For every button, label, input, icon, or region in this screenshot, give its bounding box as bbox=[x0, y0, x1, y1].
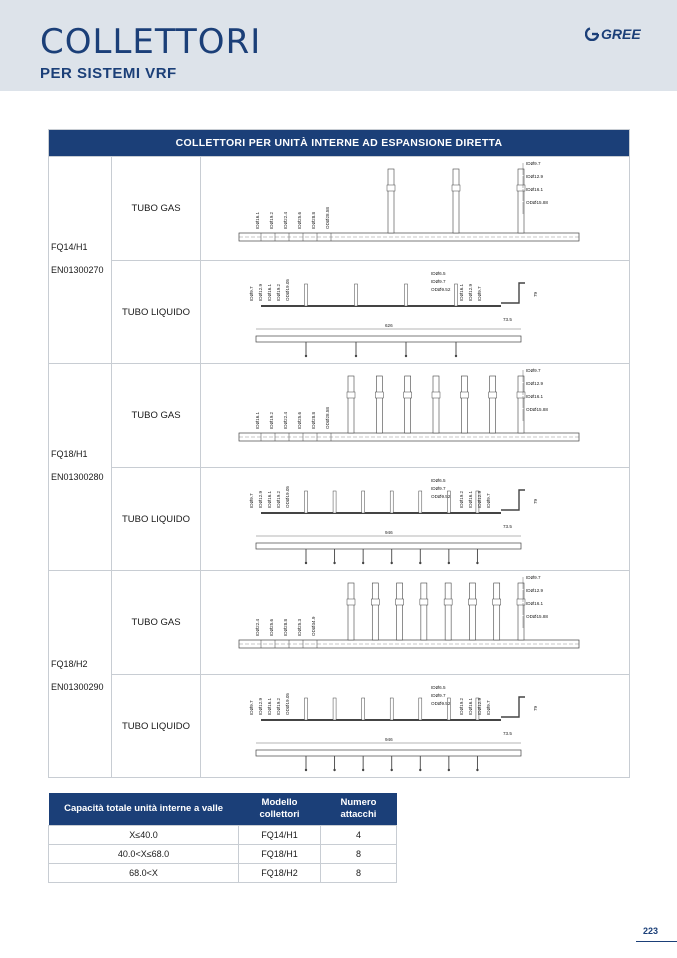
diameter-label: IDØ16.1 bbox=[267, 490, 272, 508]
branch-pipe bbox=[362, 698, 365, 720]
diameter-label: IDØ19.2 bbox=[459, 697, 464, 715]
branch-reducer bbox=[347, 392, 355, 398]
branch-reducer bbox=[452, 185, 460, 191]
callout-label: IDØ9.7 bbox=[431, 693, 446, 698]
branch-pipe bbox=[453, 169, 459, 233]
model-cell: FQ18/H2 bbox=[239, 864, 321, 883]
offset-dimension: 73.5 bbox=[503, 317, 512, 322]
diameter-label: ODØ19.05 bbox=[285, 486, 290, 508]
front-branch-end bbox=[391, 562, 393, 564]
diameter-label: IDØ22.4 bbox=[283, 411, 288, 429]
callout-label: IDØ12.9 bbox=[526, 381, 544, 386]
diameter-label: IDØ9.7 bbox=[249, 286, 254, 301]
table-row bbox=[49, 845, 397, 864]
diameter-label: IDØ22.4 bbox=[283, 211, 288, 229]
callout-label: IDØ16.1 bbox=[526, 394, 544, 399]
callout-label: ODØ15.88 bbox=[526, 407, 548, 412]
offset-dimension: 73.5 bbox=[503, 524, 512, 529]
branch-reducer bbox=[387, 185, 395, 191]
branch-reducer bbox=[468, 599, 476, 605]
callout-label: IDØ12.9 bbox=[526, 588, 544, 593]
connections-cell: 8 bbox=[320, 845, 396, 864]
capacity-cell: X≤40.0 bbox=[49, 826, 239, 845]
model-name: FQ18/H1 bbox=[51, 449, 88, 459]
diameter-label: IDØ12.9 bbox=[258, 490, 263, 508]
front-branch-end bbox=[333, 562, 335, 564]
diameter-label: IDØ19.2 bbox=[276, 490, 281, 508]
diameter-label: IDØ19.2 bbox=[459, 490, 464, 508]
branch-reducer bbox=[517, 185, 525, 191]
model-cell: FQ18/H1 bbox=[239, 845, 321, 864]
header-connections: Numero attacchi bbox=[320, 793, 396, 826]
branch-reducer bbox=[371, 599, 379, 605]
gas-manifold-drawing bbox=[201, 364, 629, 467]
model-code: EN01300280 bbox=[51, 472, 104, 482]
table-row bbox=[49, 864, 397, 883]
diameter-label: IDØ16.1 bbox=[255, 211, 260, 229]
model-cell bbox=[49, 571, 112, 777]
front-branch-end bbox=[419, 562, 421, 564]
gas-pipe-row bbox=[112, 364, 629, 467]
header-capacity: Capacità totale unità interne a valle bbox=[49, 793, 239, 826]
liquid-pipe-row bbox=[112, 260, 629, 363]
manifold-group bbox=[49, 570, 629, 777]
header-model: Modello collettori bbox=[239, 793, 321, 826]
branch-pipe bbox=[405, 376, 411, 433]
diameter-label: IDØ16.1 bbox=[267, 697, 272, 715]
branch-pipe bbox=[305, 491, 308, 513]
diameter-label: IDØ28.8 bbox=[311, 211, 316, 229]
height-dimension: 79 bbox=[533, 291, 538, 297]
offset-dimension: 73.5 bbox=[503, 731, 512, 736]
branch-pipe bbox=[333, 698, 336, 720]
front-branch-end bbox=[455, 355, 457, 357]
height-dimension: 79 bbox=[533, 705, 538, 711]
branch-pipe bbox=[461, 376, 467, 433]
gas-manifold-drawing bbox=[201, 571, 629, 674]
branch-reducer bbox=[517, 599, 525, 605]
liquid-manifold-drawing bbox=[201, 675, 629, 777]
capacity-cell: 40.0<X≤68.0 bbox=[49, 845, 239, 864]
gree-swirl-icon bbox=[585, 27, 599, 41]
callout-label: IDØ9.7 bbox=[526, 575, 541, 580]
liquid-manifold-drawing bbox=[201, 468, 629, 570]
diameter-label: IDØ19.2 bbox=[276, 283, 281, 301]
branch-pipe bbox=[372, 583, 378, 640]
manifold-group bbox=[49, 363, 629, 570]
front-branch-end bbox=[333, 769, 335, 771]
diameter-label: IDØ22.4 bbox=[255, 618, 260, 636]
diameter-label: IDØ16.1 bbox=[459, 283, 464, 301]
diameter-label: IDØ16.1 bbox=[468, 697, 473, 715]
branch-pipe bbox=[419, 491, 422, 513]
page-header bbox=[0, 0, 677, 91]
length-dimension: 946 bbox=[385, 737, 393, 742]
branch-reducer bbox=[375, 392, 383, 398]
callout-label: IDØ12.9 bbox=[526, 174, 544, 179]
branch-reducer bbox=[420, 599, 428, 605]
pipe-type-label: TUBO LIQUIDO bbox=[112, 261, 201, 363]
diameter-label: IDØ25.6 bbox=[297, 211, 302, 229]
callout-label: IDØ16.1 bbox=[526, 601, 544, 606]
callout-label: IDØ9.7 bbox=[431, 486, 446, 491]
model-cell bbox=[49, 157, 112, 363]
model-code: EN01300290 bbox=[51, 682, 104, 692]
gas-manifold-drawing bbox=[201, 157, 629, 260]
page-subtitle: PER SISTEMI VRF bbox=[40, 65, 177, 82]
page-number: 223 bbox=[643, 926, 659, 936]
front-pipe bbox=[256, 336, 521, 342]
branch-pipe bbox=[490, 376, 496, 433]
callout-label: IDØ6.5 bbox=[431, 478, 446, 483]
callout-label: IDØ6.5 bbox=[431, 685, 446, 690]
diameter-label: IDØ25.6 bbox=[269, 618, 274, 636]
branch-pipe bbox=[433, 376, 439, 433]
diameter-label: IDØ9.7 bbox=[249, 493, 254, 508]
front-branch-end bbox=[391, 769, 393, 771]
page-number-rule bbox=[636, 941, 677, 942]
diameter-label: IDØ9.7 bbox=[477, 286, 482, 301]
branch-pipe bbox=[421, 583, 427, 640]
table-row bbox=[49, 826, 397, 845]
length-dimension: 946 bbox=[385, 530, 393, 535]
diameter-label: IDØ28.8 bbox=[311, 411, 316, 429]
capacity-table bbox=[48, 793, 397, 883]
diameter-label: IDØ12.9 bbox=[468, 283, 473, 301]
branch-reducer bbox=[460, 392, 468, 398]
callout-label: IDØ9.7 bbox=[526, 161, 541, 166]
branch-reducer bbox=[347, 599, 355, 605]
callout-label: ODØ9.52 bbox=[431, 701, 451, 706]
liquid-manifold-drawing bbox=[201, 261, 629, 363]
diameter-label: IDØ19.2 bbox=[269, 211, 274, 229]
branch-pipe bbox=[348, 583, 354, 640]
diameter-label: IDØ19.2 bbox=[269, 411, 274, 429]
callout-label: ODØ9.52 bbox=[431, 494, 451, 499]
model-name: FQ18/H2 bbox=[51, 659, 88, 669]
diameter-label: IDØ12.9 bbox=[477, 490, 482, 508]
branch-pipe bbox=[388, 169, 394, 233]
gas-pipe-row bbox=[112, 157, 629, 260]
model-cell: FQ14/H1 bbox=[239, 826, 321, 845]
branch-reducer bbox=[432, 392, 440, 398]
branch-pipe bbox=[355, 284, 358, 306]
diameter-label: IDØ16.1 bbox=[468, 490, 473, 508]
elbow-detail bbox=[501, 283, 525, 303]
branch-pipe bbox=[348, 376, 354, 433]
callout-label: ODØ9.52 bbox=[431, 287, 451, 292]
branch-reducer bbox=[517, 392, 525, 398]
callout-label: IDØ6.5 bbox=[431, 271, 446, 276]
branch-pipe bbox=[494, 583, 500, 640]
branch-pipe bbox=[419, 698, 422, 720]
branch-reducer bbox=[404, 392, 412, 398]
front-branch-end bbox=[448, 769, 450, 771]
model-cell bbox=[49, 364, 112, 570]
pipe-type-label: TUBO LIQUIDO bbox=[112, 468, 201, 570]
diameter-label: IDØ16.1 bbox=[267, 283, 272, 301]
callout-label: ODØ15.88 bbox=[526, 200, 548, 205]
capacity-table-header bbox=[49, 793, 397, 826]
pipe-type-label: TUBO LIQUIDO bbox=[112, 675, 201, 777]
capacity-cell: 68.0<X bbox=[49, 864, 239, 883]
length-dimension: 626 bbox=[385, 323, 393, 328]
branch-pipe bbox=[445, 583, 451, 640]
branch-pipe bbox=[405, 284, 408, 306]
branch-pipe bbox=[362, 491, 365, 513]
pipe-type-label: TUBO GAS bbox=[112, 364, 201, 467]
branch-pipe bbox=[397, 583, 403, 640]
diameter-label: ODØ19.05 bbox=[285, 693, 290, 715]
gas-pipe-row bbox=[112, 571, 629, 674]
front-pipe bbox=[256, 750, 521, 756]
front-branch-end bbox=[362, 769, 364, 771]
front-branch-end bbox=[305, 562, 307, 564]
diameter-label: IDØ9.7 bbox=[249, 700, 254, 715]
branch-reducer bbox=[489, 392, 497, 398]
model-name: FQ14/H1 bbox=[51, 242, 88, 252]
branch-pipe bbox=[305, 698, 308, 720]
diameter-label: IDØ12.9 bbox=[258, 283, 263, 301]
diameter-label: ODØ28.58 bbox=[325, 407, 330, 429]
branch-pipe bbox=[305, 284, 308, 306]
diameter-label: IDØ16.1 bbox=[255, 411, 260, 429]
branch-pipe bbox=[390, 698, 393, 720]
gree-logo bbox=[585, 26, 641, 42]
branch-reducer bbox=[493, 599, 501, 605]
liquid-pipe-row bbox=[112, 674, 629, 777]
front-branch-end bbox=[419, 769, 421, 771]
diameter-label: IDØ9.7 bbox=[486, 700, 491, 715]
branch-pipe bbox=[469, 583, 475, 640]
connections-cell: 4 bbox=[320, 826, 396, 845]
diameter-label: ODØ34.9 bbox=[311, 616, 316, 636]
manifold-group bbox=[49, 156, 629, 363]
manifolds-table-heading: COLLETTORI PER UNITÀ INTERNE AD ESPANSIONE DIRETTA bbox=[49, 130, 629, 156]
front-branch-end bbox=[362, 562, 364, 564]
diameter-label: IDØ19.2 bbox=[276, 697, 281, 715]
pipe-type-label: TUBO GAS bbox=[112, 571, 201, 674]
manifolds-table bbox=[48, 129, 630, 778]
front-branch-end bbox=[305, 769, 307, 771]
branch-pipe bbox=[333, 491, 336, 513]
elbow-detail bbox=[501, 490, 525, 510]
diameter-label: ODØ28.58 bbox=[325, 207, 330, 229]
front-branch-end bbox=[405, 355, 407, 357]
callout-label: ODØ15.88 bbox=[526, 614, 548, 619]
connections-cell: 8 bbox=[320, 864, 396, 883]
branch-pipe bbox=[390, 491, 393, 513]
diameter-label: ODØ19.05 bbox=[285, 279, 290, 301]
liquid-pipe-row bbox=[112, 467, 629, 570]
diameter-label: IDØ28.8 bbox=[283, 618, 288, 636]
front-branch-end bbox=[448, 562, 450, 564]
diameter-label: IDØ9.7 bbox=[486, 493, 491, 508]
branch-pipe bbox=[376, 376, 382, 433]
diameter-label: IDØ25.6 bbox=[297, 411, 302, 429]
diameter-label: IDØ12.9 bbox=[258, 697, 263, 715]
height-dimension: 79 bbox=[533, 498, 538, 504]
callout-label: IDØ9.7 bbox=[526, 368, 541, 373]
elbow-detail bbox=[501, 697, 525, 717]
front-branch-end bbox=[355, 355, 357, 357]
front-pipe bbox=[256, 543, 521, 549]
callout-label: IDØ16.1 bbox=[526, 187, 544, 192]
model-code: EN01300270 bbox=[51, 265, 104, 275]
front-branch-end bbox=[476, 769, 478, 771]
pipe-type-label: TUBO GAS bbox=[112, 157, 201, 260]
callout-label: IDØ9.7 bbox=[431, 279, 446, 284]
branch-reducer bbox=[444, 599, 452, 605]
branch-reducer bbox=[396, 599, 404, 605]
diameter-label: IDØ12.9 bbox=[477, 697, 482, 715]
page-title: COLLETTORI bbox=[40, 22, 262, 62]
front-branch-end bbox=[476, 562, 478, 564]
front-branch-end bbox=[305, 355, 307, 357]
diameter-label: IDØ25.3 bbox=[297, 618, 302, 636]
branch-pipe bbox=[455, 284, 458, 306]
logo-text: GREE bbox=[601, 26, 641, 42]
